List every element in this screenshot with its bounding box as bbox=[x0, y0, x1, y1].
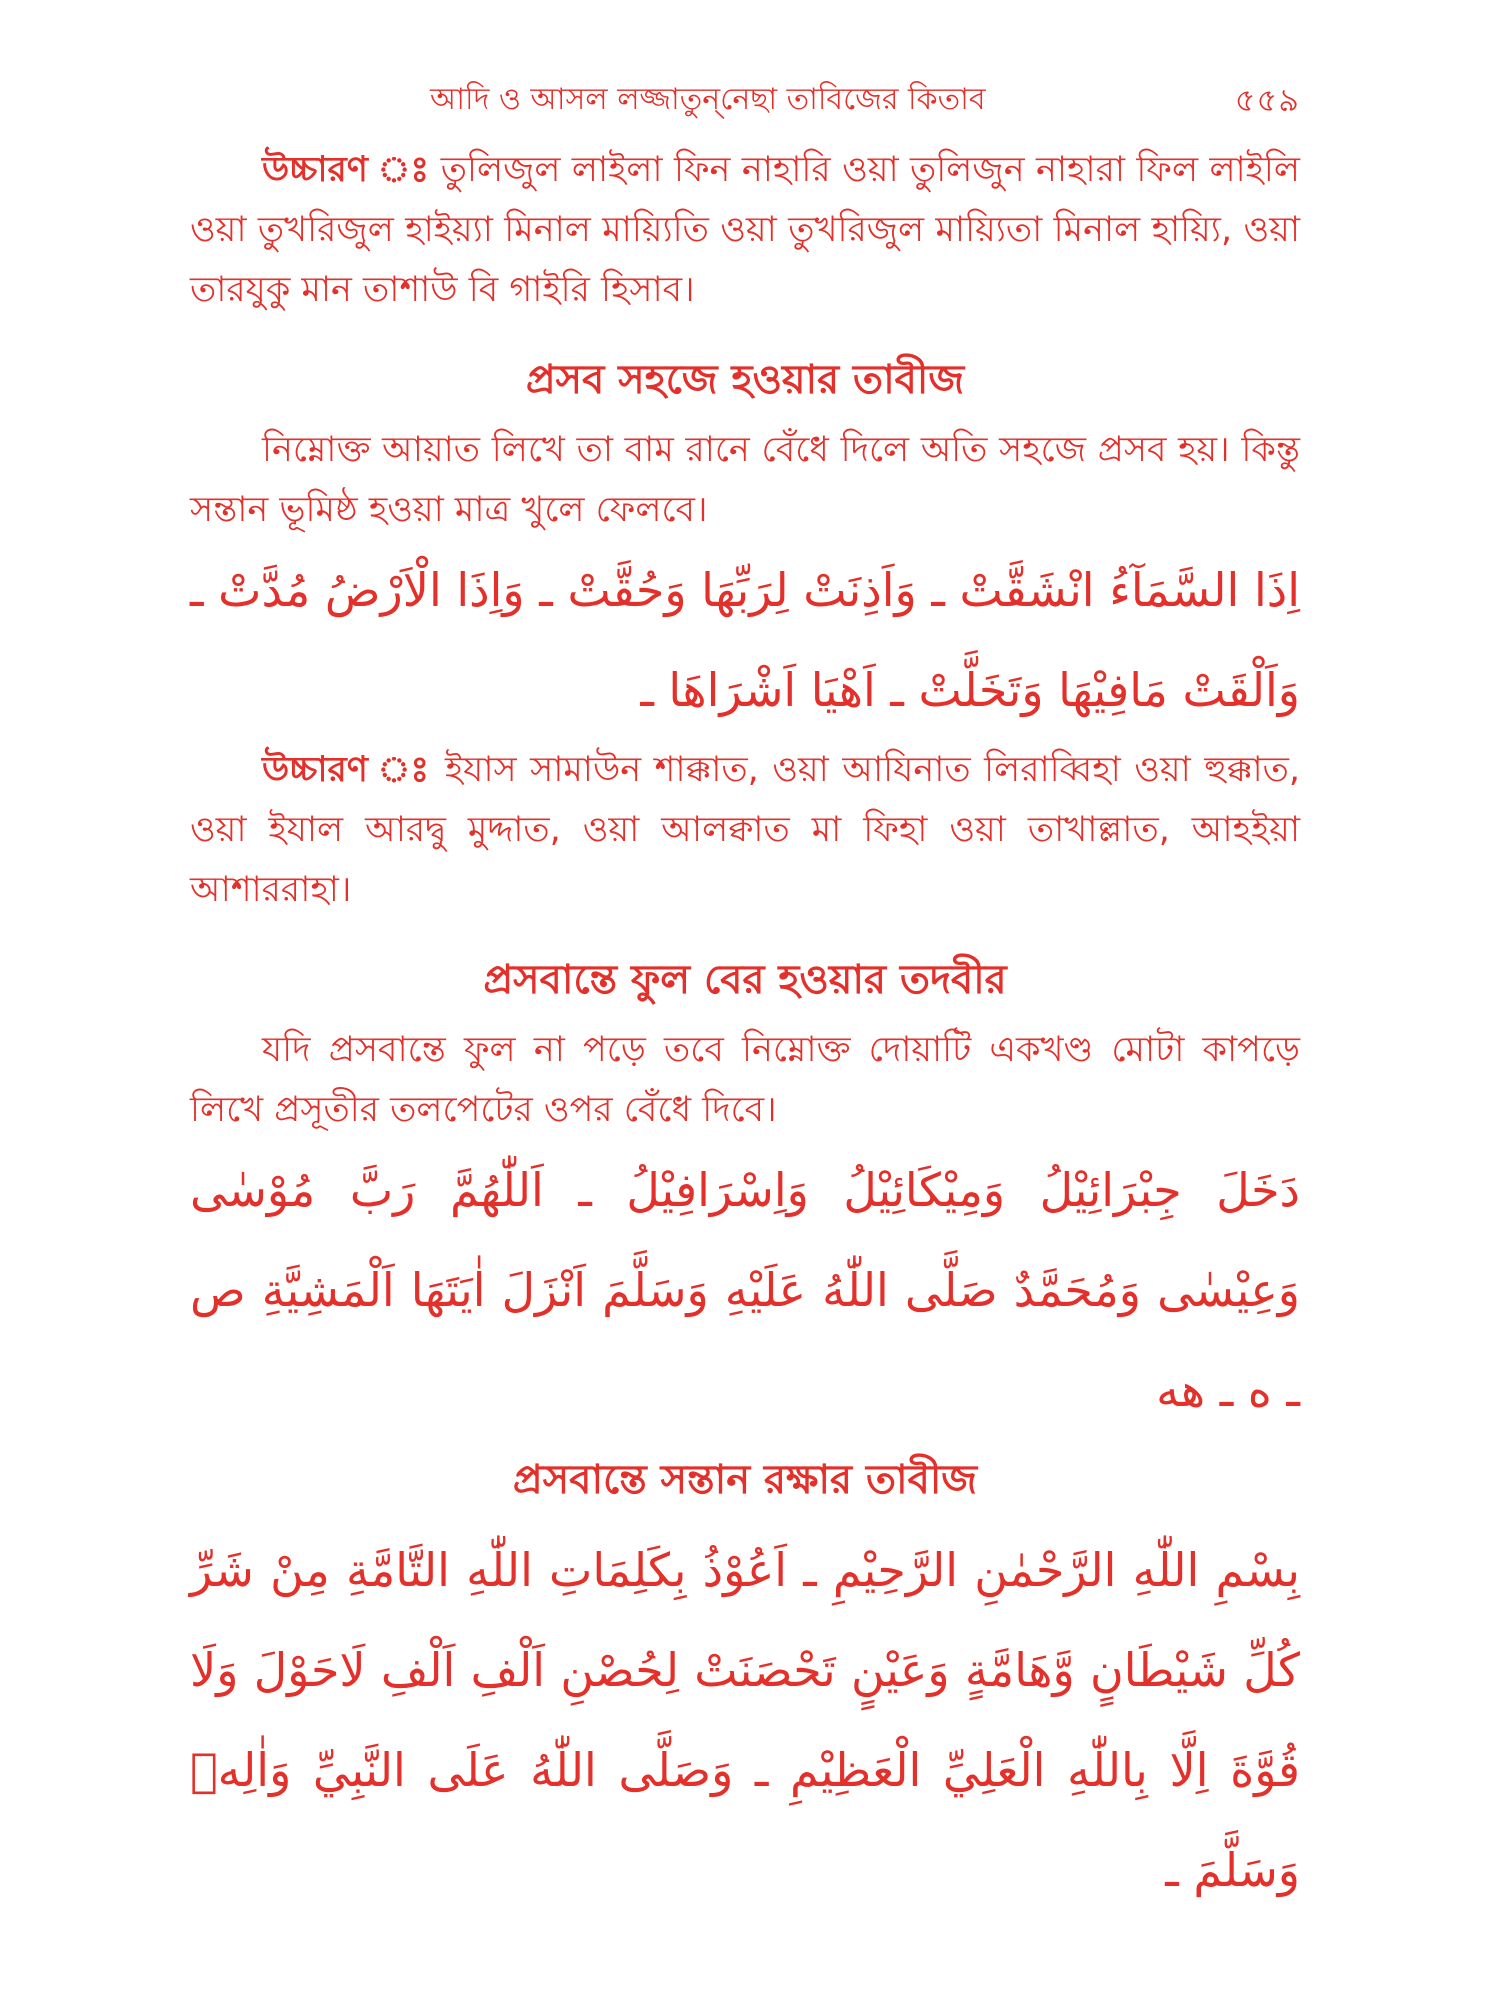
section-heading-placenta: প্রসবান্তে ফুল বের হওয়ার তদবীর bbox=[483, 957, 1007, 1003]
section-heading-easy-delivery: প্রসব সহজে হওয়ার তাবীজ bbox=[525, 357, 965, 403]
section-heading-child-protection: প্রসবান্তে সন্তান রক্ষার তাবীজ bbox=[512, 1457, 978, 1503]
arabic-verse-placenta: دَخَلَ جِبْرَائِيْلُ وَمِيْكَائِيْلُ وَاِسْرَافِيْلُ ـ اَللّٰهُمَّ رَبَّ مُوْسٰى وَعِيْسٰى وَمُحَمَّدٌ صَلَّى اللّٰهُ عَلَيْهِ وَسَلَّمَ اَنْزَلَ اٰيَتَهَا اَلْمَشِيَّةِ ص ـ ه ـ هه bbox=[190, 1163, 1300, 1417]
book-title: আদি ও আসল লজ্জাতুন্‌নেছা তাবিজের কিতাব bbox=[430, 82, 986, 117]
intro-paragraph-easy-delivery: নিম্নোক্ত আয়াত লিখে তা বাম রানে বেঁধে দিলে অতি সহজে প্রসব হয়। কিন্তু সন্তান ভূমিষ্ঠ হওয়া মাত্র খুলে ফেলবে। bbox=[190, 430, 1300, 530]
arabic-verse-child-protection: بِسْمِ اللّٰهِ الرَّحْمٰنِ الرَّحِيْمِ ـ اَعُوْذُ بِكَلِمَاتِ اللّٰهِ التَّامَّةِ مِنْ شَرِّ كُلِّ شَيْطَانٍ وَّهَامَّةٍ وَعَيْنٍ تَحْصَنَتْ لِحُصْنِ اَلْفِ اَلْفِ لَاحَوْلَ وَلَا قُوَّةَ اِلَّا بِاللّٰهِ الْعَلِيِّ الْعَظِيْمِ ـ وَصَلَّى اللّٰهُ عَلَى النَّبِيِّ وَاٰلِهٖ وَسَلَّمَ ـ bbox=[190, 1543, 1300, 1897]
pronunciation-paragraph-2 bbox=[190, 740, 1300, 920]
arabic-verse-easy-delivery: اِذَا السَّمَآءُ انْشَقَّتْ ـ وَاَذِنَتْ لِرَبِّهَا وَحُقَّتْ ـ وَاِذَا الْاَرْضُ مُدَّتْ ـ وَاَلْقَتْ مَافِيْهَا وَتَخَلَّتْ ـ اَهْيَا اَشْرَاهَا ـ bbox=[190, 563, 1300, 717]
intro-paragraph-placenta: যদি প্রসবান্তে ফুল না পড়ে তবে নিম্নোক্ত দোয়াটি একখণ্ড মোটা কাপড়ে লিখে প্রসূতীর তলপেটের ওপর বেঁধে দিবে। bbox=[190, 1030, 1300, 1130]
running-header bbox=[190, 70, 1300, 130]
pronunciation-label: উচ্চারণ ঃ bbox=[262, 750, 432, 790]
page-number: ৫৫৯ bbox=[1234, 81, 1300, 119]
pronunciation-text: তুলিজুল লাইলা ফিন নাহারি ওয়া তুলিজুন নাহারা ফিল লাইলি ওয়া তুখরিজুল হাইয়্যা মিনাল মায়্যিতি ওয়া তুখরিজুল মায়্যিতা মিনাল হায়্যি, ওয়া তারযুকু মান তাশাউ বি গাইরি হিসাব। bbox=[190, 150, 1300, 310]
pronunciation-label: উচ্চারণ ঃ bbox=[262, 150, 430, 190]
book-page bbox=[190, 70, 1300, 1920]
pronunciation-paragraph-1 bbox=[190, 140, 1300, 320]
pronunciation-text: ইযাস সামাউন শাক্কাত, ওয়া আযিনাত লিরাব্বিহা ওয়া হুক্কাত, ওয়া ইযাল আরদ্বু মুদ্দাত, ওয়া আলক্বাত মা ফিহা ওয়া তাখাল্লাত, আহইয়া আশাররাহা। bbox=[190, 750, 1300, 910]
